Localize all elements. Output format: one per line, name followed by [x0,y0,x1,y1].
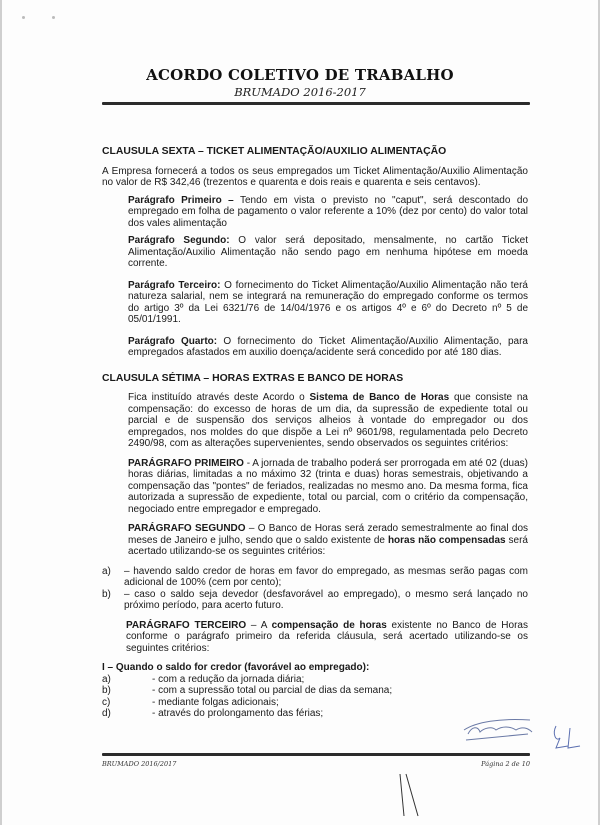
handwritten-signatures [460,690,600,750]
list-item [102,674,528,686]
list-label: a) [102,565,111,577]
list-text: - com a redução da jornada diária; [152,673,305,685]
signature-initials [554,726,580,748]
list-label: b) [102,685,111,696]
paragraph-text: Tendo em vista o previsto no "caput", será descontado do empregado em folha de pagamento o valor referente a 10% (dez por cento) do valor total dos vales alimentação [128,194,528,229]
paragraph-text: será acertado utilizando-se os seguintes critérios: [128,534,528,557]
paragraph-label: Parágrafo Quarto: [128,335,218,347]
clause-6-title: CLAUSULA SEXTA – TICKET ALIMENTAÇÃO/AUXILIO ALIMENTAÇÃO [102,146,447,157]
clause-6-paragraph-1 [128,195,528,230]
footer-document-label: BRUMADO 2016/2017 [102,760,177,768]
clause-6-paragraph-3 [128,280,528,326]
paragraph-text: O fornecimento do Ticket Alimentação/Auxilio Alimentação, para empregados afastados em auxilio doença/acidente será concedido por até 180 dias. [128,335,528,358]
document-header [0,66,600,99]
paragraph-label: Parágrafo Terceiro: [128,279,221,291]
paragraph-text: O fornecimento do Ticket Alimentação/Auxilio Alimentação não terá natureza salarial, nem se integrará na remuneração do empregado conforme os termos do artigo 3º da Lei 6321/76 de 14/04/1976 e os artigos 4º e 6º do Decreto nº 5 de 05/01/1991. [128,279,528,325]
list-label: c) [102,696,111,708]
paragraph-bold: horas não compensadas [387,534,506,546]
signature-crossing-strokes [380,770,440,820]
clause-7-title: CLAUSULA SÉTIMA – HORAS EXTRAS E BANCO DE HORAS [102,372,404,384]
document-title: ACORDO COLETIVO DE TRABALHO [146,66,454,84]
list-item [102,589,528,612]
paragraph-label: Parágrafo Segundo: [128,235,230,246]
scan-speck [22,16,25,19]
paragraph-bold: compensação de horas [271,619,387,631]
list-label: d) [102,708,111,719]
credit-balance-title: I – Quando o saldo for credor (favorável ao empregado): [102,662,370,673]
list-label: a) [102,673,111,685]
settlement-criteria-list [102,566,528,612]
list-text: - com a supressão total ou parcial de dias da semana; [152,685,393,696]
scan-speck [52,16,55,19]
document-body [102,146,528,720]
signature-stroke [464,719,532,740]
paragraph-text: existente no Banco de Horas conforme o parágrafo primeiro da referida cláusula, será acertado utilizando-se os seguintes critérios: [126,619,528,654]
header-rule [102,102,530,105]
intro-text: que consiste na compensação: do excesso de horas de um dia, da supressão de expediente total ou parcial e de suspensão dos serviços alheios à vontade do empregador ou dos empregados, nos moldes do que dispõe a Lei nº 9601/98, regulamentada pelo Decreto 2490/98, com as alterações supervenientes, sendo observados os seguintes critérios: [128,392,528,449]
footer [102,760,530,768]
footer-page-number: Página 2 de 10 [481,760,530,768]
clause-7-intro [128,392,528,450]
paragraph-text: – A [246,619,272,631]
intro-text: Fica instituído através deste Acordo o [128,392,310,403]
list-text: - mediante folgas adicionais; [152,696,279,708]
footer-rule [102,753,530,756]
paragraph-text: - A jornada de trabalho poderá ser prorrogada em até 02 (duas) horas diárias, limitadas a no máximo 32 (trinta e duas) horas semestrais, objetivando a compensação das "pontes" de feriados, realizadas no mesmo ano. Da mesma forma, fica autorizada a supressão de expediente, total ou parcial, com o critério da compensação, negociado entre empregador e empregado. [128,457,529,515]
list-text: – havendo saldo credor de horas em favor do empregado, as mesmas serão pagas com adicional de 100% (cem por cento); [124,565,528,588]
page-edge-left [0,0,2,825]
list-text: – caso o saldo seja devedor (desfavorável ao empregado), o mesmo será lançado no próximo período, para acerto futuro. [124,588,528,611]
paragraph-label: Parágrafo Primeiro – [128,194,234,206]
paragraph-text: O valor será depositado, mensalmente, no cartão Ticket Alimentação/Auxilio Alimentação não sendo pago em nenhuma hipótese em moeda corrente. [128,235,528,269]
clause-6-paragraph-2 [128,235,528,270]
paragraph-text: – O Banco de Horas será zerado semestralmente ao final dos meses de Janeiro e julho, sendo que o saldo existente de [128,523,529,546]
clause-6-intro: A Empresa fornecerá a todos os seus empregados um Ticket Alimentação/Auxilio Alimentação no valor de R$ 342,46 (trezentos e quarenta e dois reais e quarenta e seis centavos). [102,165,528,188]
clause-7-paragraph-1 [128,458,528,516]
paragraph-label: PARÁGRAFO SEGUNDO [128,523,246,534]
paragraph-label: PARÁGRAFO PRIMEIRO [128,457,244,469]
intro-bold: Sistema de Banco de Horas [309,392,450,403]
paragraph-label: PARÁGRAFO TERCEIRO [126,619,247,631]
list-label: b) [102,588,111,600]
list-text: - através do prolongamento das férias; [152,708,324,719]
clause-7-paragraph-3 [126,620,528,655]
list-item [102,566,528,589]
document-subtitle: BRUMADO 2016-2017 [234,85,366,99]
clause-7-paragraph-2 [128,523,528,558]
clause-6-paragraph-4 [128,336,528,359]
signature-stroke [400,774,418,816]
